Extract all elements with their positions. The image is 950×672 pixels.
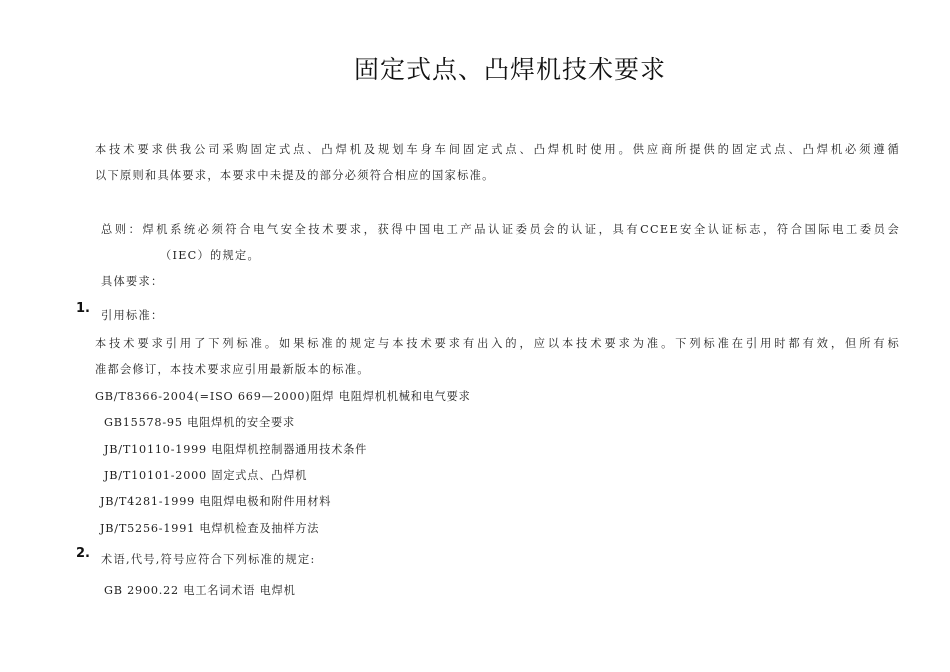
section-1-heading: 引用标准： <box>101 309 164 322</box>
standard-item: GB 2900.22 电工名词术语 电焊机 <box>104 584 296 597</box>
standard-item: JB/T5256-1991 电焊机检查及抽样方法 <box>100 522 320 535</box>
intro-line-2: 以下原则和具体要求，本要求中未提及的部分必须符合相应的国家标准。 <box>95 169 495 182</box>
specific-heading: 具体要求： <box>101 275 164 288</box>
intro-line-1: 本技术要求供我公司采购固定式点、凸焊机及规划车身车间固定式点、凸焊机时使用。供应商所提供的固定式点、凸焊机必须遵循 <box>95 143 900 156</box>
section-2-number: 2. <box>76 546 90 561</box>
section-1-body-line-2: 准都会修订，本技术要求应引用最新版本的标准。 <box>95 363 370 376</box>
standard-item: JB/T10101-2000 固定式点、凸焊机 <box>104 469 308 482</box>
section-1-body-line-1: 本技术要求引用了下列标准。如果标准的规定与本技术要求有出入的，应以本技术要求为准。下列标准在引用时都有效，但所有标 <box>95 337 900 350</box>
standard-item: GB15578-95 电阻焊机的安全要求 <box>104 416 296 429</box>
section-2-heading: 术语,代号,符号应符合下列标准的规定: <box>101 553 316 566</box>
standard-item: JB/T4281-1999 电阻焊电极和附件用材料 <box>100 495 332 508</box>
standard-item: GB/T8366-2004(=ISO 669—2000)阻焊 电阻焊机机械和电气要求 <box>95 390 471 403</box>
standard-item: JB/T10110-1999 电阻焊机控制器通用技术条件 <box>104 443 368 456</box>
general-line-1: 总则：焊机系统必须符合电气安全技术要求，获得中国电工产品认证委员会的认证，具有CCEE安全认证标志，符合国际电工委员会 <box>101 223 900 236</box>
general-line-2: （IEC）的规定。 <box>160 249 260 262</box>
document-title: 固定式点、凸焊机技术要求 <box>353 55 666 84</box>
section-1-number: 1. <box>76 301 90 316</box>
